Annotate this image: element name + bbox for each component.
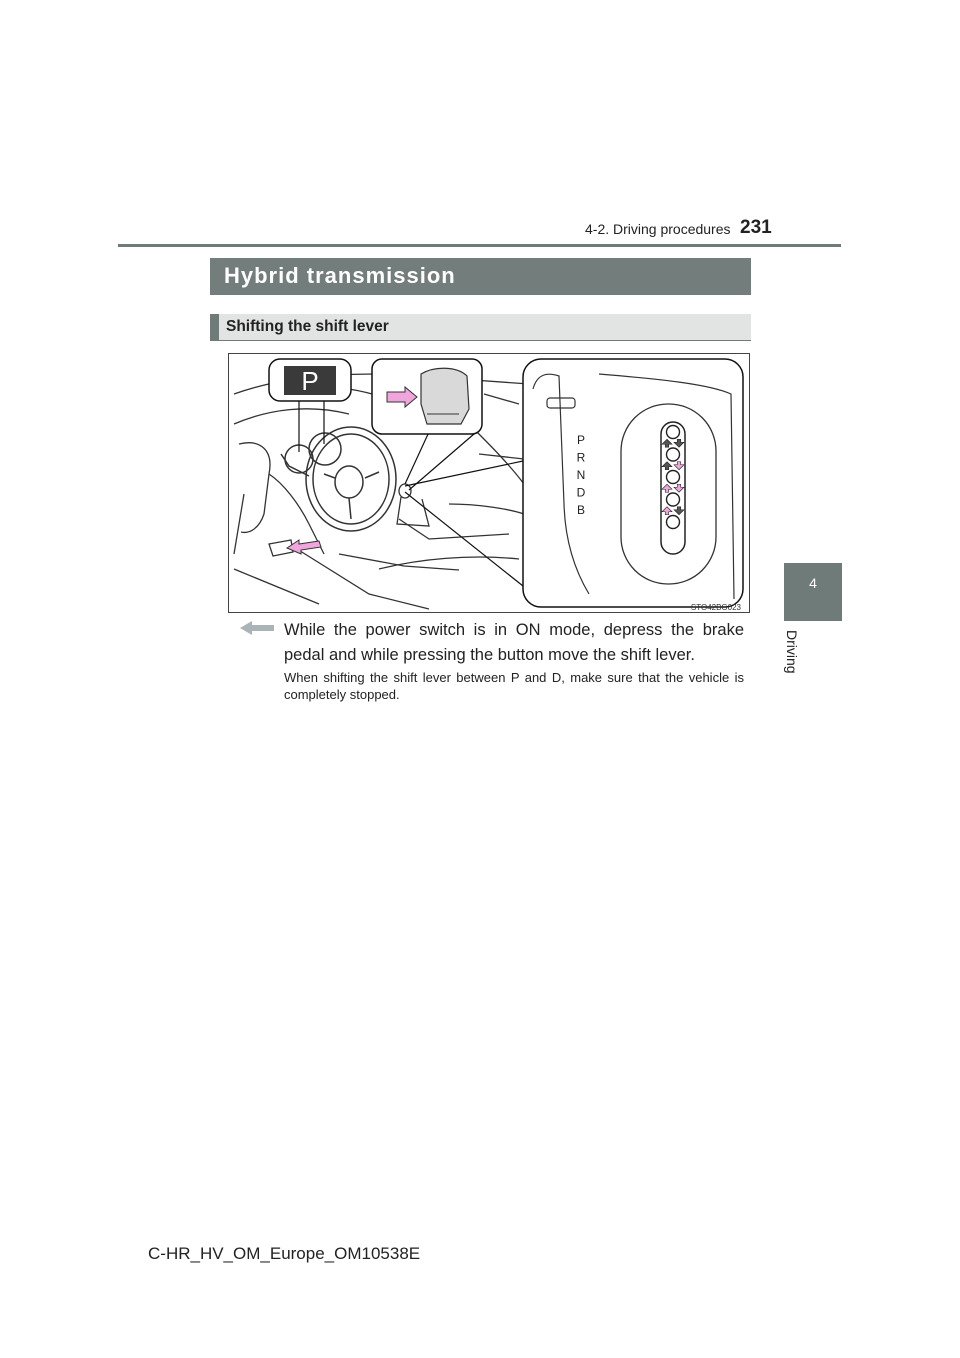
gate-position-b xyxy=(667,516,680,529)
shifter-drawing xyxy=(397,484,429,526)
document-id: C-HR_HV_OM_Europe_OM10538E xyxy=(148,1244,421,1263)
gate-position-d xyxy=(667,493,680,506)
illustration-svg xyxy=(229,354,750,613)
gate-label-b: B xyxy=(576,503,586,517)
gate-position-p xyxy=(667,426,680,439)
chapter-name-label: Driving xyxy=(784,630,800,674)
gate-position-n xyxy=(667,471,680,484)
section-label: 4-2. Driving procedures xyxy=(585,221,731,237)
figure-code: STO42BG023 xyxy=(690,603,741,612)
shift-lever-illustration xyxy=(228,353,750,613)
chapter-tab xyxy=(784,563,842,621)
gate-label-r: R xyxy=(576,450,586,465)
instruction-arrow-icon xyxy=(240,620,274,636)
brake-pedal-drawing xyxy=(269,540,321,556)
chapter-name xyxy=(782,630,802,690)
header-rule xyxy=(118,244,841,247)
gate-labels xyxy=(577,433,586,517)
instruction-text: While the power switch is in ON mode, depress the brake pedal and while pressing the button move the shift lever. xyxy=(284,621,744,664)
gate-label-p: P xyxy=(576,433,586,447)
p-indicator-letter: P xyxy=(301,366,319,396)
subheading: Shifting the shift lever xyxy=(226,318,389,335)
gate-position-r xyxy=(667,448,680,461)
gate-label-n: N xyxy=(576,468,586,482)
page-number: 231 xyxy=(740,217,772,238)
subheading-accent xyxy=(210,314,219,341)
gate-label-d: D xyxy=(576,485,586,500)
p-indicator-callout xyxy=(269,359,351,452)
steering-wheel-drawing xyxy=(281,427,396,531)
page-title: Hybrid transmission xyxy=(224,263,456,288)
note-text: When shifting the shift lever between P and D, make sure that the vehicle is completely stopped. xyxy=(284,670,744,702)
chapter-number: 4 xyxy=(809,575,817,591)
